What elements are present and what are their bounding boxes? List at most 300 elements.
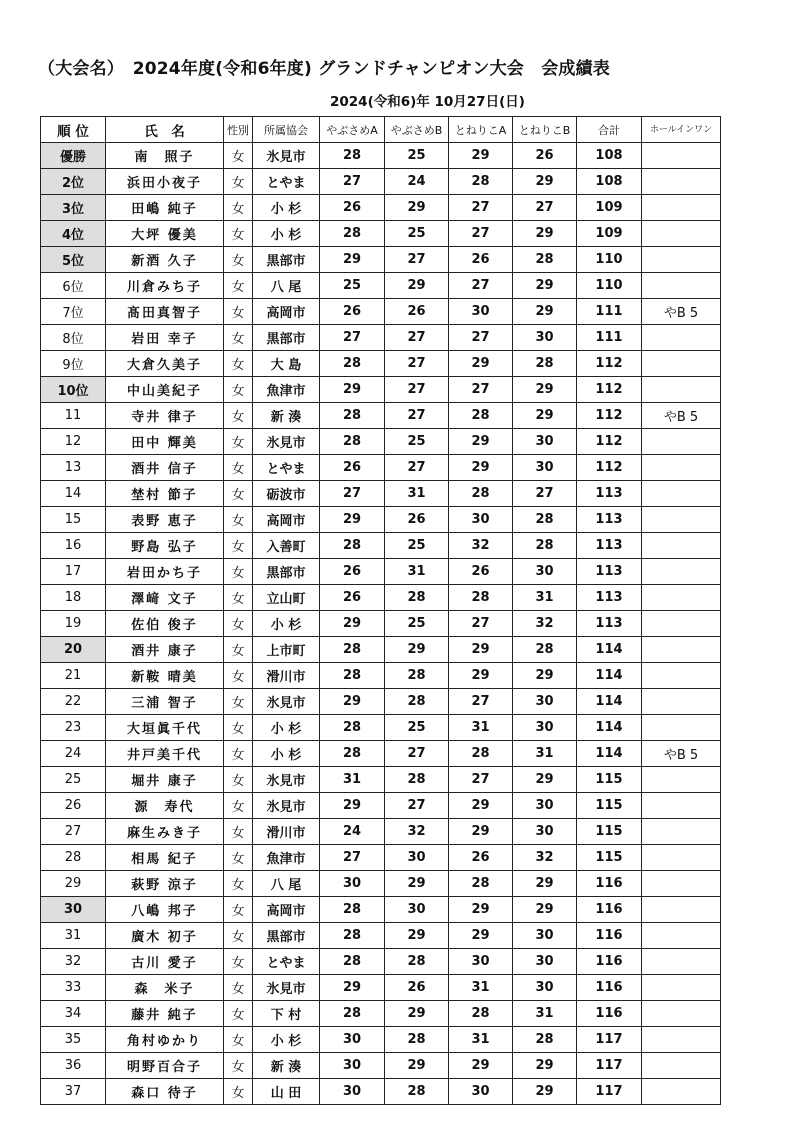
sex-cell: 女 bbox=[224, 585, 253, 611]
yabusame-a-cell: 28 bbox=[320, 923, 385, 949]
sex-cell: 女 bbox=[224, 637, 253, 663]
col-hole-in-one-header: ホールインワン bbox=[642, 117, 721, 143]
hole-in-one-cell bbox=[642, 663, 721, 689]
yabusame-b-cell: 30 bbox=[385, 845, 449, 871]
yabusame-b-cell: 26 bbox=[385, 975, 449, 1001]
table-row bbox=[41, 1053, 721, 1079]
name-cell: 新酒 久子 bbox=[106, 247, 224, 273]
hole-in-one-cell: やB 5 bbox=[642, 403, 721, 429]
hole-in-one-cell bbox=[642, 767, 721, 793]
col-rank-header: 順 位 bbox=[41, 117, 106, 143]
page-title: （大会名） 2024年度(令和6年度) グランドチャンピオン大会 会成績表 bbox=[38, 59, 610, 79]
name-cell: 酒井 信子 bbox=[106, 455, 224, 481]
yabusame-a-cell: 30 bbox=[320, 1053, 385, 1079]
sex-cell: 女 bbox=[224, 689, 253, 715]
toneriko-b-cell: 29 bbox=[513, 403, 577, 429]
sex-cell: 女 bbox=[224, 1027, 253, 1053]
assoc-cell: 高岡市 bbox=[253, 299, 320, 325]
assoc-cell: とやま bbox=[253, 455, 320, 481]
yabusame-a-cell: 28 bbox=[320, 949, 385, 975]
table-row bbox=[41, 663, 721, 689]
rank-cell: 23 bbox=[41, 715, 106, 741]
name-cell: 田嶋 純子 bbox=[106, 195, 224, 221]
yabusame-a-cell: 27 bbox=[320, 325, 385, 351]
yabusame-a-cell: 29 bbox=[320, 611, 385, 637]
sex-cell: 女 bbox=[224, 793, 253, 819]
sex-cell: 女 bbox=[224, 871, 253, 897]
table-row bbox=[41, 897, 721, 923]
toneriko-b-cell: 28 bbox=[513, 351, 577, 377]
col-total-header: 合計 bbox=[577, 117, 642, 143]
yabusame-a-cell: 28 bbox=[320, 221, 385, 247]
yabusame-a-cell: 30 bbox=[320, 871, 385, 897]
rank-cell: 37 bbox=[41, 1079, 106, 1105]
assoc-cell: 黒部市 bbox=[253, 923, 320, 949]
toneriko-a-cell: 29 bbox=[449, 455, 513, 481]
sex-cell: 女 bbox=[224, 611, 253, 637]
hole-in-one-cell bbox=[642, 819, 721, 845]
assoc-cell: 八 尾 bbox=[253, 871, 320, 897]
hole-in-one-cell bbox=[642, 273, 721, 299]
header-row bbox=[41, 117, 721, 143]
toneriko-a-cell: 27 bbox=[449, 611, 513, 637]
sex-cell: 女 bbox=[224, 429, 253, 455]
hole-in-one-cell bbox=[642, 585, 721, 611]
toneriko-a-cell: 27 bbox=[449, 325, 513, 351]
yabusame-a-cell: 29 bbox=[320, 507, 385, 533]
sex-cell: 女 bbox=[224, 143, 253, 169]
table-row bbox=[41, 455, 721, 481]
toneriko-a-cell: 29 bbox=[449, 923, 513, 949]
toneriko-a-cell: 30 bbox=[449, 949, 513, 975]
rank-cell: 18 bbox=[41, 585, 106, 611]
yabusame-b-cell: 28 bbox=[385, 1027, 449, 1053]
assoc-cell: とやま bbox=[253, 169, 320, 195]
rank-cell: 24 bbox=[41, 741, 106, 767]
total-cell: 113 bbox=[577, 533, 642, 559]
sex-cell: 女 bbox=[224, 923, 253, 949]
yabusame-a-cell: 28 bbox=[320, 897, 385, 923]
toneriko-b-cell: 30 bbox=[513, 429, 577, 455]
rank-cell: 30 bbox=[41, 897, 106, 923]
assoc-cell: 滑川市 bbox=[253, 819, 320, 845]
toneriko-a-cell: 29 bbox=[449, 819, 513, 845]
assoc-cell: 氷見市 bbox=[253, 689, 320, 715]
name-cell: 八嶋 邦子 bbox=[106, 897, 224, 923]
hole-in-one-cell bbox=[642, 247, 721, 273]
name-cell: 萩野 涼子 bbox=[106, 871, 224, 897]
sex-cell: 女 bbox=[224, 1001, 253, 1027]
table-row bbox=[41, 741, 721, 767]
toneriko-b-cell: 29 bbox=[513, 221, 577, 247]
total-cell: 116 bbox=[577, 949, 642, 975]
name-cell: 澤﨑 文子 bbox=[106, 585, 224, 611]
toneriko-a-cell: 28 bbox=[449, 871, 513, 897]
name-cell: 岩田 幸子 bbox=[106, 325, 224, 351]
total-cell: 117 bbox=[577, 1053, 642, 1079]
total-cell: 108 bbox=[577, 143, 642, 169]
yabusame-b-cell: 28 bbox=[385, 1079, 449, 1105]
name-cell: 三浦 智子 bbox=[106, 689, 224, 715]
toneriko-b-cell: 30 bbox=[513, 793, 577, 819]
hole-in-one-cell bbox=[642, 871, 721, 897]
table-row bbox=[41, 1001, 721, 1027]
toneriko-b-cell: 28 bbox=[513, 533, 577, 559]
rank-cell: 11 bbox=[41, 403, 106, 429]
toneriko-a-cell: 27 bbox=[449, 377, 513, 403]
toneriko-b-cell: 30 bbox=[513, 715, 577, 741]
yabusame-b-cell: 25 bbox=[385, 611, 449, 637]
yabusame-a-cell: 28 bbox=[320, 429, 385, 455]
yabusame-b-cell: 29 bbox=[385, 273, 449, 299]
assoc-cell: 高岡市 bbox=[253, 897, 320, 923]
rank-cell: 33 bbox=[41, 975, 106, 1001]
rank-cell: 7位 bbox=[41, 299, 106, 325]
sex-cell: 女 bbox=[224, 377, 253, 403]
total-cell: 114 bbox=[577, 689, 642, 715]
name-cell: 相馬 紀子 bbox=[106, 845, 224, 871]
yabusame-a-cell: 29 bbox=[320, 247, 385, 273]
rank-cell: 5位 bbox=[41, 247, 106, 273]
yabusame-b-cell: 24 bbox=[385, 169, 449, 195]
hole-in-one-cell bbox=[642, 689, 721, 715]
rank-cell: 4位 bbox=[41, 221, 106, 247]
sex-cell: 女 bbox=[224, 247, 253, 273]
assoc-cell: 立山町 bbox=[253, 585, 320, 611]
yabusame-b-cell: 27 bbox=[385, 741, 449, 767]
sex-cell: 女 bbox=[224, 741, 253, 767]
name-cell: 川倉みち子 bbox=[106, 273, 224, 299]
table-row bbox=[41, 247, 721, 273]
name-cell: 明野百合子 bbox=[106, 1053, 224, 1079]
name-cell: 廣木 初子 bbox=[106, 923, 224, 949]
toneriko-a-cell: 28 bbox=[449, 585, 513, 611]
yabusame-a-cell: 28 bbox=[320, 143, 385, 169]
yabusame-a-cell: 28 bbox=[320, 403, 385, 429]
sex-cell: 女 bbox=[224, 845, 253, 871]
assoc-cell: 大 島 bbox=[253, 351, 320, 377]
col-assoc-header: 所属協会 bbox=[253, 117, 320, 143]
name-cell: 野島 弘子 bbox=[106, 533, 224, 559]
rank-cell: 20 bbox=[41, 637, 106, 663]
yabusame-a-cell: 27 bbox=[320, 845, 385, 871]
name-cell: 佐伯 俊子 bbox=[106, 611, 224, 637]
name-cell: 髙田真智子 bbox=[106, 299, 224, 325]
table-row bbox=[41, 507, 721, 533]
assoc-cell: 新 湊 bbox=[253, 403, 320, 429]
rank-cell: 31 bbox=[41, 923, 106, 949]
toneriko-a-cell: 29 bbox=[449, 351, 513, 377]
table-row bbox=[41, 429, 721, 455]
toneriko-b-cell: 26 bbox=[513, 143, 577, 169]
table-row bbox=[41, 377, 721, 403]
hole-in-one-cell bbox=[642, 975, 721, 1001]
hole-in-one-cell bbox=[642, 377, 721, 403]
assoc-cell: 下 村 bbox=[253, 1001, 320, 1027]
toneriko-a-cell: 28 bbox=[449, 741, 513, 767]
total-cell: 117 bbox=[577, 1027, 642, 1053]
name-cell: 南 照子 bbox=[106, 143, 224, 169]
toneriko-a-cell: 29 bbox=[449, 143, 513, 169]
table-row bbox=[41, 949, 721, 975]
table-row bbox=[41, 585, 721, 611]
toneriko-a-cell: 31 bbox=[449, 975, 513, 1001]
hole-in-one-cell bbox=[642, 949, 721, 975]
yabusame-b-cell: 27 bbox=[385, 325, 449, 351]
yabusame-b-cell: 25 bbox=[385, 221, 449, 247]
sex-cell: 女 bbox=[224, 221, 253, 247]
assoc-cell: とやま bbox=[253, 949, 320, 975]
sex-cell: 女 bbox=[224, 195, 253, 221]
table-row bbox=[41, 221, 721, 247]
total-cell: 109 bbox=[577, 221, 642, 247]
toneriko-b-cell: 29 bbox=[513, 767, 577, 793]
assoc-cell: 氷見市 bbox=[253, 975, 320, 1001]
col-name-header: 氏 名 bbox=[106, 117, 224, 143]
total-cell: 115 bbox=[577, 845, 642, 871]
table-row bbox=[41, 923, 721, 949]
table-row bbox=[41, 481, 721, 507]
total-cell: 113 bbox=[577, 585, 642, 611]
yabusame-a-cell: 28 bbox=[320, 351, 385, 377]
yabusame-b-cell: 25 bbox=[385, 715, 449, 741]
yabusame-b-cell: 29 bbox=[385, 637, 449, 663]
sex-cell: 女 bbox=[224, 455, 253, 481]
yabusame-a-cell: 31 bbox=[320, 767, 385, 793]
name-cell: 堀井 康子 bbox=[106, 767, 224, 793]
rank-cell: 8位 bbox=[41, 325, 106, 351]
yabusame-b-cell: 31 bbox=[385, 559, 449, 585]
assoc-cell: 黒部市 bbox=[253, 325, 320, 351]
name-cell: 新鞍 晴美 bbox=[106, 663, 224, 689]
name-cell: 寺井 律子 bbox=[106, 403, 224, 429]
toneriko-a-cell: 27 bbox=[449, 689, 513, 715]
rank-cell: 28 bbox=[41, 845, 106, 871]
yabusame-b-cell: 28 bbox=[385, 767, 449, 793]
total-cell: 112 bbox=[577, 377, 642, 403]
sex-cell: 女 bbox=[224, 273, 253, 299]
results-table bbox=[40, 116, 721, 1105]
hole-in-one-cell bbox=[642, 455, 721, 481]
toneriko-a-cell: 27 bbox=[449, 221, 513, 247]
toneriko-a-cell: 28 bbox=[449, 481, 513, 507]
name-cell: 麻生みき子 bbox=[106, 819, 224, 845]
hole-in-one-cell bbox=[642, 1027, 721, 1053]
toneriko-b-cell: 31 bbox=[513, 585, 577, 611]
total-cell: 114 bbox=[577, 741, 642, 767]
assoc-cell: 小 杉 bbox=[253, 221, 320, 247]
table-row bbox=[41, 845, 721, 871]
sex-cell: 女 bbox=[224, 325, 253, 351]
table-row bbox=[41, 273, 721, 299]
yabusame-b-cell: 27 bbox=[385, 351, 449, 377]
name-cell: 田中 輝美 bbox=[106, 429, 224, 455]
total-cell: 113 bbox=[577, 507, 642, 533]
sex-cell: 女 bbox=[224, 533, 253, 559]
total-cell: 111 bbox=[577, 325, 642, 351]
toneriko-b-cell: 30 bbox=[513, 975, 577, 1001]
assoc-cell: 魚津市 bbox=[253, 845, 320, 871]
col-yabusame-b-header: やぶさめB bbox=[385, 117, 449, 143]
toneriko-b-cell: 29 bbox=[513, 871, 577, 897]
toneriko-a-cell: 27 bbox=[449, 195, 513, 221]
yabusame-a-cell: 29 bbox=[320, 975, 385, 1001]
toneriko-a-cell: 31 bbox=[449, 1027, 513, 1053]
toneriko-a-cell: 30 bbox=[449, 299, 513, 325]
assoc-cell: 高岡市 bbox=[253, 507, 320, 533]
rank-cell: 34 bbox=[41, 1001, 106, 1027]
yabusame-a-cell: 30 bbox=[320, 1027, 385, 1053]
yabusame-a-cell: 29 bbox=[320, 793, 385, 819]
assoc-cell: 上市町 bbox=[253, 637, 320, 663]
sex-cell: 女 bbox=[224, 975, 253, 1001]
table-row bbox=[41, 975, 721, 1001]
assoc-cell: 滑川市 bbox=[253, 663, 320, 689]
sex-cell: 女 bbox=[224, 715, 253, 741]
sex-cell: 女 bbox=[224, 351, 253, 377]
table-row bbox=[41, 689, 721, 715]
toneriko-a-cell: 28 bbox=[449, 169, 513, 195]
total-cell: 116 bbox=[577, 1001, 642, 1027]
name-cell: 井戸美千代 bbox=[106, 741, 224, 767]
name-cell: 岩田かち子 bbox=[106, 559, 224, 585]
hole-in-one-cell bbox=[642, 1053, 721, 1079]
yabusame-b-cell: 27 bbox=[385, 377, 449, 403]
toneriko-b-cell: 29 bbox=[513, 663, 577, 689]
hole-in-one-cell bbox=[642, 897, 721, 923]
assoc-cell: 氷見市 bbox=[253, 429, 320, 455]
yabusame-a-cell: 24 bbox=[320, 819, 385, 845]
assoc-cell: 新 湊 bbox=[253, 1053, 320, 1079]
yabusame-a-cell: 27 bbox=[320, 481, 385, 507]
hole-in-one-cell bbox=[642, 143, 721, 169]
sex-cell: 女 bbox=[224, 403, 253, 429]
toneriko-b-cell: 29 bbox=[513, 273, 577, 299]
rank-cell: 22 bbox=[41, 689, 106, 715]
yabusame-b-cell: 29 bbox=[385, 195, 449, 221]
yabusame-a-cell: 28 bbox=[320, 637, 385, 663]
toneriko-a-cell: 26 bbox=[449, 559, 513, 585]
table-row bbox=[41, 611, 721, 637]
hole-in-one-cell bbox=[642, 845, 721, 871]
sex-cell: 女 bbox=[224, 299, 253, 325]
assoc-cell: 氷見市 bbox=[253, 143, 320, 169]
toneriko-b-cell: 27 bbox=[513, 195, 577, 221]
toneriko-b-cell: 30 bbox=[513, 559, 577, 585]
total-cell: 116 bbox=[577, 923, 642, 949]
total-cell: 114 bbox=[577, 663, 642, 689]
hole-in-one-cell bbox=[642, 793, 721, 819]
assoc-cell: 小 杉 bbox=[253, 1027, 320, 1053]
total-cell: 115 bbox=[577, 793, 642, 819]
assoc-cell: 入善町 bbox=[253, 533, 320, 559]
toneriko-a-cell: 32 bbox=[449, 533, 513, 559]
rank-cell: 3位 bbox=[41, 195, 106, 221]
total-cell: 112 bbox=[577, 429, 642, 455]
toneriko-a-cell: 29 bbox=[449, 429, 513, 455]
toneriko-b-cell: 31 bbox=[513, 741, 577, 767]
sex-cell: 女 bbox=[224, 1053, 253, 1079]
total-cell: 116 bbox=[577, 897, 642, 923]
rank-cell: 19 bbox=[41, 611, 106, 637]
hole-in-one-cell: やB 5 bbox=[642, 741, 721, 767]
sex-cell: 女 bbox=[224, 169, 253, 195]
yabusame-b-cell: 26 bbox=[385, 299, 449, 325]
hole-in-one-cell bbox=[642, 923, 721, 949]
total-cell: 117 bbox=[577, 1079, 642, 1105]
toneriko-a-cell: 29 bbox=[449, 897, 513, 923]
table-row bbox=[41, 819, 721, 845]
hole-in-one-cell bbox=[642, 637, 721, 663]
assoc-cell: 八 尾 bbox=[253, 273, 320, 299]
yabusame-a-cell: 28 bbox=[320, 715, 385, 741]
name-cell: 角村ゆかり bbox=[106, 1027, 224, 1053]
toneriko-b-cell: 29 bbox=[513, 377, 577, 403]
table-row bbox=[41, 143, 721, 169]
hole-in-one-cell bbox=[642, 351, 721, 377]
toneriko-a-cell: 29 bbox=[449, 637, 513, 663]
yabusame-a-cell: 26 bbox=[320, 559, 385, 585]
yabusame-a-cell: 26 bbox=[320, 455, 385, 481]
toneriko-a-cell: 29 bbox=[449, 1053, 513, 1079]
yabusame-b-cell: 28 bbox=[385, 689, 449, 715]
col-yabusame-a-header: やぶさめA bbox=[320, 117, 385, 143]
yabusame-a-cell: 28 bbox=[320, 741, 385, 767]
col-sex-header: 性別 bbox=[224, 117, 253, 143]
total-cell: 113 bbox=[577, 611, 642, 637]
hole-in-one-cell bbox=[642, 715, 721, 741]
toneriko-a-cell: 30 bbox=[449, 1079, 513, 1105]
hole-in-one-cell bbox=[642, 325, 721, 351]
toneriko-b-cell: 30 bbox=[513, 819, 577, 845]
toneriko-b-cell: 30 bbox=[513, 689, 577, 715]
hole-in-one-cell bbox=[642, 169, 721, 195]
toneriko-b-cell: 28 bbox=[513, 637, 577, 663]
rank-cell: 17 bbox=[41, 559, 106, 585]
rank-cell: 10位 bbox=[41, 377, 106, 403]
rank-cell: 6位 bbox=[41, 273, 106, 299]
yabusame-b-cell: 25 bbox=[385, 429, 449, 455]
yabusame-b-cell: 29 bbox=[385, 1001, 449, 1027]
total-cell: 116 bbox=[577, 871, 642, 897]
hole-in-one-cell bbox=[642, 533, 721, 559]
assoc-cell: 小 杉 bbox=[253, 715, 320, 741]
table-row bbox=[41, 195, 721, 221]
total-cell: 116 bbox=[577, 975, 642, 1001]
table-row bbox=[41, 325, 721, 351]
table-row bbox=[41, 299, 721, 325]
assoc-cell: 山 田 bbox=[253, 1079, 320, 1105]
hole-in-one-cell bbox=[642, 559, 721, 585]
total-cell: 115 bbox=[577, 819, 642, 845]
sex-cell: 女 bbox=[224, 819, 253, 845]
yabusame-b-cell: 26 bbox=[385, 507, 449, 533]
toneriko-a-cell: 31 bbox=[449, 715, 513, 741]
table-row bbox=[41, 767, 721, 793]
sex-cell: 女 bbox=[224, 767, 253, 793]
rank-cell: 32 bbox=[41, 949, 106, 975]
name-cell: 森 米子 bbox=[106, 975, 224, 1001]
toneriko-a-cell: 27 bbox=[449, 767, 513, 793]
yabusame-b-cell: 27 bbox=[385, 455, 449, 481]
hole-in-one-cell bbox=[642, 429, 721, 455]
table-row bbox=[41, 169, 721, 195]
results-body bbox=[41, 143, 721, 1105]
yabusame-a-cell: 25 bbox=[320, 273, 385, 299]
name-cell: 酒井 康子 bbox=[106, 637, 224, 663]
yabusame-b-cell: 28 bbox=[385, 663, 449, 689]
toneriko-a-cell: 29 bbox=[449, 793, 513, 819]
